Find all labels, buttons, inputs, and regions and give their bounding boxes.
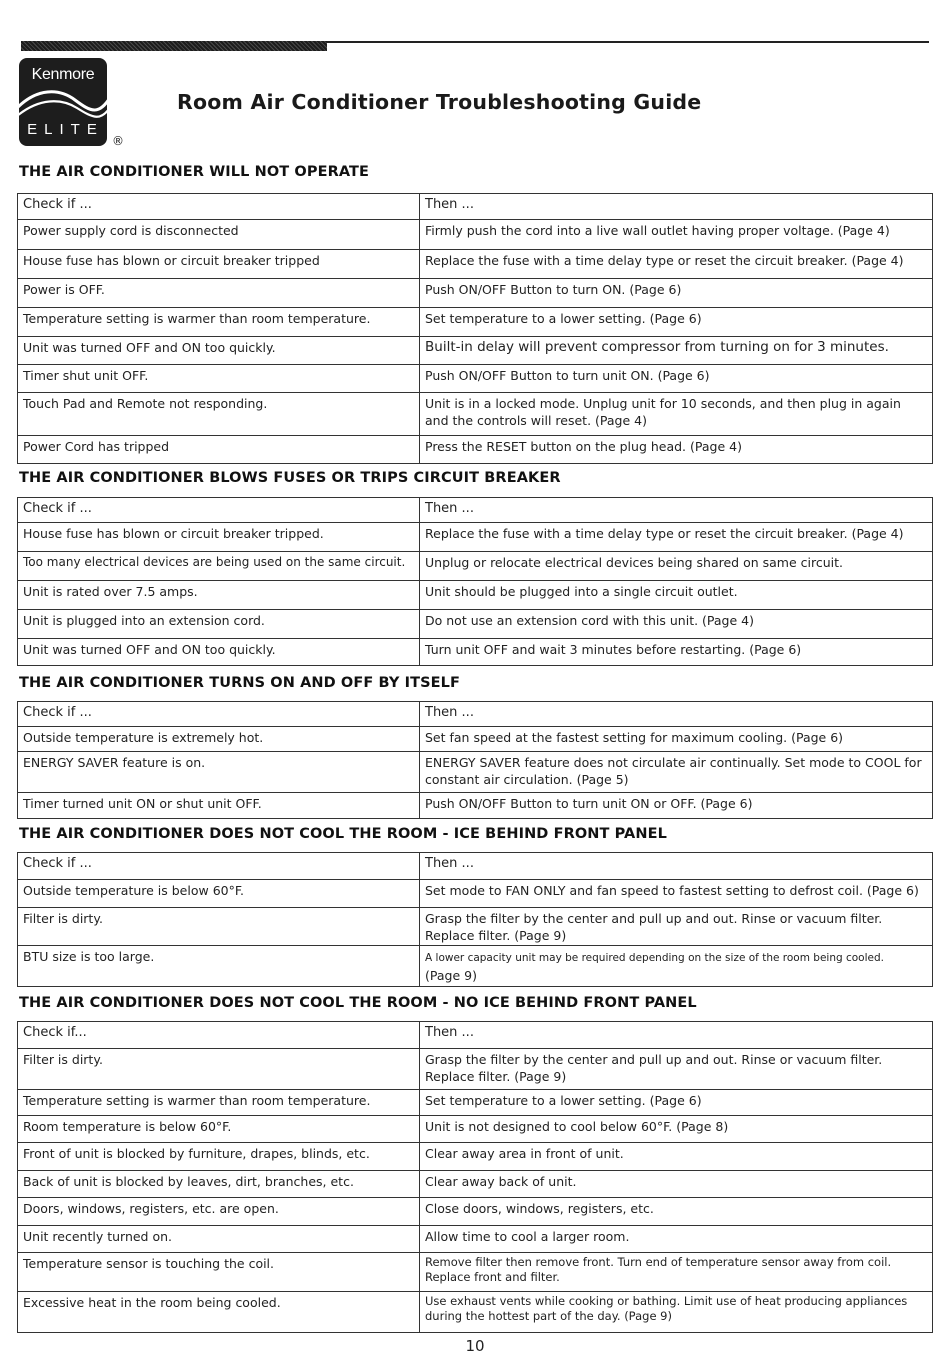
table-row: [18, 793, 933, 819]
check-cell: Back of unit is blocked by leaves, dirt, branches, etc.: [18, 1171, 420, 1198]
then-text: Remove filter then remove front. Turn end of temperature sensor away from coil.: [425, 1255, 892, 1269]
then-cell: Built-in delay will prevent compressor from turning on for 3 minutes.: [420, 337, 933, 365]
check-cell: Touch Pad and Remote not responding.: [18, 393, 420, 436]
check-cell: House fuse has blown or circuit breaker tripped.: [18, 523, 420, 552]
column-header-check: Check if...: [18, 1022, 420, 1049]
column-header-then: Then ...: [420, 498, 933, 523]
then-cell: Press the RESET button on the plug head. (Page 4): [420, 436, 933, 464]
table-row: [18, 1049, 933, 1090]
check-cell: BTU size is too large.: [18, 946, 420, 987]
check-cell: Unit was turned OFF and ON too quickly.: [18, 639, 420, 666]
check-cell: Filter is dirty.: [18, 1049, 420, 1090]
check-cell: Too many electrical devices are being used on the same circuit.: [18, 552, 420, 581]
then-cell: Set fan speed at the fastest setting for maximum cooling. (Page 6): [420, 727, 933, 752]
table-row: [18, 639, 933, 666]
table-row: [18, 523, 933, 552]
table-will-not-operate: [17, 193, 933, 464]
check-cell: Unit is rated over 7.5 amps.: [18, 581, 420, 610]
table-no-ice-behind-panel: [17, 1021, 933, 1333]
table-row: [18, 279, 933, 308]
then-cell: Unit is not designed to cool below 60°F. (Page 8): [420, 1116, 933, 1143]
table-blows-fuses: [17, 497, 933, 666]
then-cell: Replace the fuse with a time delay type or reset the circuit breaker. (Page 4): [420, 523, 933, 552]
then-text: Use exhaust vents while cooking or bathing. Limit use of heat producing appliances: [425, 1294, 908, 1308]
logo-wave-icon: [19, 86, 107, 122]
then-text-continued: Replace front and filter.: [425, 1270, 560, 1284]
check-cell: Doors, windows, registers, etc. are open.: [18, 1198, 420, 1226]
then-cell: ENERGY SAVER feature does not circulate air continually. Set mode to COOL for constant air circulation. (Page 5): [420, 752, 933, 793]
table-row: [18, 1226, 933, 1253]
check-cell: Temperature setting is warmer than room temperature.: [18, 1090, 420, 1116]
then-cell: Do not use an extension cord with this unit. (Page 4): [420, 610, 933, 639]
then-cell: [420, 946, 933, 987]
check-cell: Temperature sensor is touching the coil.: [18, 1253, 420, 1292]
column-header-then: Then ...: [420, 853, 933, 880]
table-header-row: [18, 702, 933, 727]
then-text: Grasp the filter by the center and pull up and out. Rinse or vacuum filter.: [425, 1052, 883, 1067]
check-cell: Room temperature is below 60°F.: [18, 1116, 420, 1143]
column-header-check: Check if ...: [18, 702, 420, 727]
check-cell: Timer shut unit OFF.: [18, 365, 420, 393]
check-cell: Temperature setting is warmer than room temperature.: [18, 308, 420, 337]
table-row: [18, 436, 933, 464]
then-cell: Firmly push the cord into a live wall outlet having proper voltage. (Page 4): [420, 220, 933, 250]
table-row: [18, 220, 933, 250]
then-text: A lower capacity unit may be required depending on the size of the room being cooled.: [425, 952, 884, 964]
column-header-check: Check if ...: [18, 498, 420, 523]
then-cell: Set mode to FAN ONLY and fan speed to fastest setting to defrost coil. (Page 6): [420, 880, 933, 908]
page-title: Room Air Conditioner Troubleshooting Guide: [177, 90, 702, 114]
check-cell: Power Cord has tripped: [18, 436, 420, 464]
table-row: [18, 250, 933, 279]
page-number: 10: [465, 1337, 485, 1355]
then-cell: [420, 1049, 933, 1090]
check-cell: ENERGY SAVER feature is on.: [18, 752, 420, 793]
table-row: [18, 908, 933, 946]
table-row: [18, 727, 933, 752]
table-row: [18, 365, 933, 393]
check-cell: Timer turned unit ON or shut unit OFF.: [18, 793, 420, 819]
table-row: [18, 946, 933, 987]
table-row: [18, 1116, 933, 1143]
logo-brand-name: Kenmore: [31, 66, 95, 83]
then-cell: Grasp the filter by the center and pull up and out. Rinse or vacuum filter. Replace filter. (Page 9): [420, 908, 933, 946]
then-cell: Clear away back of unit.: [420, 1171, 933, 1198]
table-row: [18, 1171, 933, 1198]
table-row: [18, 1198, 933, 1226]
then-cell: Unit is in a locked mode. Unplug unit for 10 seconds, and then plug in again and the controls will reset. (Page 4): [420, 393, 933, 436]
registered-mark: ®: [112, 134, 124, 148]
check-cell: Unit recently turned on.: [18, 1226, 420, 1253]
then-cell: Push ON/OFF Button to turn unit ON or OFF. (Page 6): [420, 793, 933, 819]
section-heading-ice-behind-panel: THE AIR CONDITIONER DOES NOT COOL THE ROOM - ICE BEHIND FRONT PANEL: [19, 826, 667, 842]
check-cell: Unit was turned OFF and ON too quickly.: [18, 337, 420, 365]
then-cell: Close doors, windows, registers, etc.: [420, 1198, 933, 1226]
then-cell: [420, 1253, 933, 1292]
table-row: [18, 337, 933, 365]
then-cell: Set temperature to a lower setting. (Page 6): [420, 1090, 933, 1116]
check-cell: Power supply cord is disconnected: [18, 220, 420, 250]
then-cell: Unplug or relocate electrical devices being shared on same circuit.: [420, 552, 933, 581]
then-cell: Turn unit OFF and wait 3 minutes before restarting. (Page 6): [420, 639, 933, 666]
table-row: [18, 1253, 933, 1292]
column-header-check: Check if ...: [18, 853, 420, 880]
table-row: [18, 880, 933, 908]
table-ice-behind-panel: [17, 852, 933, 987]
then-text-continued: during the hottest part of the day. (Page 9): [425, 1309, 672, 1323]
then-cell: [420, 1292, 933, 1333]
table-row: [18, 752, 933, 793]
check-cell: Outside temperature is extremely hot.: [18, 727, 420, 752]
check-cell: Front of unit is blocked by furniture, drapes, blinds, etc.: [18, 1143, 420, 1171]
table-turns-on-off: [17, 701, 933, 819]
check-cell: Unit is plugged into an extension cord.: [18, 610, 420, 639]
column-header-then: Then ...: [420, 194, 933, 220]
then-cell: Replace the fuse with a time delay type or reset the circuit breaker. (Page 4): [420, 250, 933, 279]
column-header-then: Then ...: [420, 1022, 933, 1049]
section-heading-no-ice-behind-panel: THE AIR CONDITIONER DOES NOT COOL THE ROOM - NO ICE BEHIND FRONT PANEL: [19, 995, 697, 1011]
check-cell: Excessive heat in the room being cooled.: [18, 1292, 420, 1333]
table-row: [18, 610, 933, 639]
logo-line-name: ELITE: [27, 121, 104, 138]
then-cell: Set temperature to a lower setting. (Page 6): [420, 308, 933, 337]
kenmore-elite-logo: [19, 58, 107, 146]
table-row: [18, 1292, 933, 1333]
section-heading-turns-on-off: THE AIR CONDITIONER TURNS ON AND OFF BY ITSELF: [19, 675, 460, 691]
table-header-row: [18, 1022, 933, 1049]
check-cell: Outside temperature is below 60°F.: [18, 880, 420, 908]
check-cell: House fuse has blown or circuit breaker tripped: [18, 250, 420, 279]
top-rule-accent: [21, 41, 327, 51]
then-cell: Push ON/OFF Button to turn unit ON. (Page 6): [420, 365, 933, 393]
then-text-continued: Replace filter. (Page 9): [425, 1069, 567, 1084]
then-cell: Push ON/OFF Button to turn ON. (Page 6): [420, 279, 933, 308]
then-cell: Allow time to cool a larger room.: [420, 1226, 933, 1253]
table-row: [18, 1143, 933, 1171]
column-header-then: Then ...: [420, 702, 933, 727]
table-header-row: [18, 853, 933, 880]
column-header-check: Check if ...: [18, 194, 420, 220]
then-cell: Clear away area in front of unit.: [420, 1143, 933, 1171]
then-cell: Unit should be plugged into a single circuit outlet.: [420, 581, 933, 610]
then-text-page: (Page 9): [425, 968, 477, 983]
check-cell: Power is OFF.: [18, 279, 420, 308]
table-header-row: [18, 194, 933, 220]
table-row: [18, 581, 933, 610]
section-heading-will-not-operate: THE AIR CONDITIONER WILL NOT OPERATE: [19, 164, 370, 180]
check-cell: Filter is dirty.: [18, 908, 420, 946]
table-header-row: [18, 498, 933, 523]
section-heading-blows-fuses: THE AIR CONDITIONER BLOWS FUSES OR TRIPS CIRCUIT BREAKER: [19, 470, 561, 486]
table-row: [18, 308, 933, 337]
table-row: [18, 1090, 933, 1116]
table-row: [18, 552, 933, 581]
table-row: [18, 393, 933, 436]
